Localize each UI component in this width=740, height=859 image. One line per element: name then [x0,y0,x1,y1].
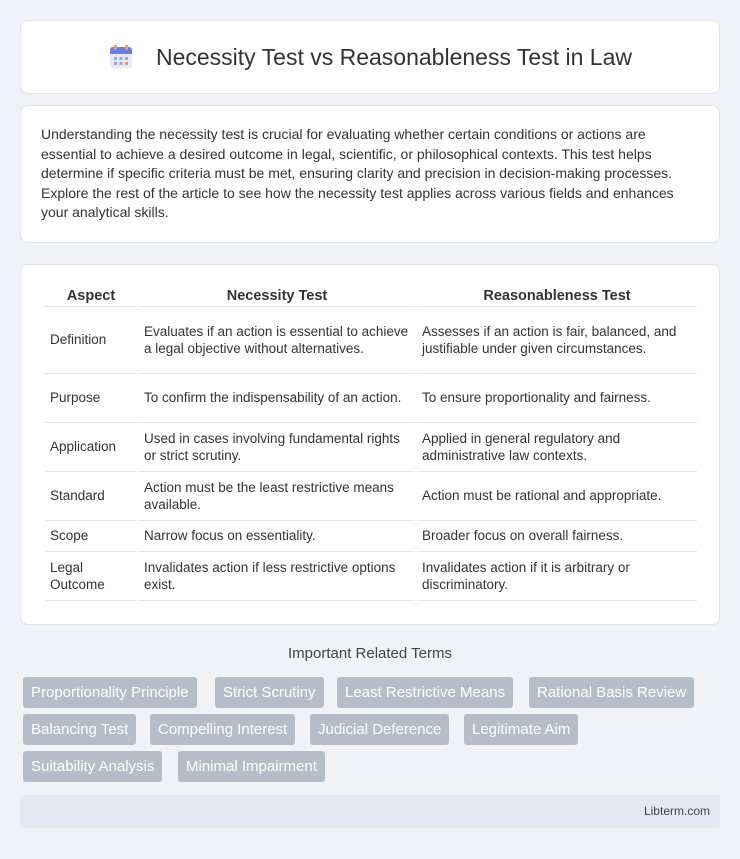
cell-necessity: To confirm the indispensability of an action. [139,374,415,423]
footer-brand[interactable]: Libterm.com [643,804,710,818]
cell-reasonableness: To ensure proportionality and fairness. [417,374,697,423]
calendar-icon [108,44,134,70]
cell-reasonableness: Invalidates action if it is arbitrary or discriminatory. [417,552,697,601]
cell-reasonableness: Action must be rational and appropriate. [417,472,697,521]
related-terms-title: Important Related Terms [288,645,452,662]
footer [20,795,720,828]
table-row [45,552,697,601]
tag-proportionality-principle[interactable]: Proportionality Principle [23,677,197,708]
cell-necessity: Invalidates action if less restrictive options exist. [139,552,415,601]
table-row [45,423,697,472]
cell-aspect: Legal Outcome [45,552,137,601]
tag-suitability-analysis[interactable]: Suitability Analysis [23,751,162,782]
comparison-table [43,285,699,601]
intro-text: Understanding the necessity test is crucial for evaluating whether certain conditions or actions are essential to achieve a desired outcome in legal, scientific, or philosophical contexts. This test helps determine if specific criteria must be met, ensuring clarity and precision in decision-making processes. Explore the rest of the article to see how the necessity test applies across various fields and enhances your analytical skills. [41,126,674,220]
table-row [45,521,697,552]
table-row [45,307,697,374]
cell-aspect: Definition [45,307,137,374]
comparison-table-card [20,264,720,625]
table-row [45,374,697,423]
tag-legitimate-aim[interactable]: Legitimate Aim [464,714,578,745]
cell-necessity: Narrow focus on essentiality. [139,521,415,552]
tag-least-restrictive-means[interactable]: Least Restrictive Means [337,677,513,708]
table-header-row [45,285,697,307]
tag-strict-scrutiny[interactable]: Strict Scrutiny [215,677,324,708]
cell-necessity: Used in cases involving fundamental rights or strict scrutiny. [139,423,415,472]
header-reasonableness: Reasonableness Test [417,285,697,307]
tag-rational-basis-review[interactable]: Rational Basis Review [529,677,694,708]
table-row [45,472,697,521]
cell-necessity: Action must be the least restrictive means available. [139,472,415,521]
tag-judicial-deference[interactable]: Judicial Deference [310,714,449,745]
cell-reasonableness: Applied in general regulatory and administrative law contexts. [417,423,697,472]
cell-reasonableness: Broader focus on overall fairness. [417,521,697,552]
cell-aspect: Application [45,423,137,472]
header-necessity: Necessity Test [139,285,415,307]
tag-minimal-impairment[interactable]: Minimal Impairment [178,751,325,782]
cell-aspect: Purpose [45,374,137,423]
cell-aspect: Standard [45,472,137,521]
page-title: Necessity Test vs Reasonableness Test in Law [155,43,632,70]
intro-card [20,105,720,243]
header-aspect: Aspect [45,285,137,307]
title-card [20,20,720,94]
tag-balancing-test[interactable]: Balancing Test [23,714,136,745]
tag-compelling-interest[interactable]: Compelling Interest [150,714,295,745]
cell-reasonableness: Assesses if an action is fair, balanced, and justifiable under given circumstances. [417,307,697,374]
cell-necessity: Evaluates if an action is essential to achieve a legal objective without alternatives. [139,307,415,374]
cell-aspect: Scope [45,521,137,552]
